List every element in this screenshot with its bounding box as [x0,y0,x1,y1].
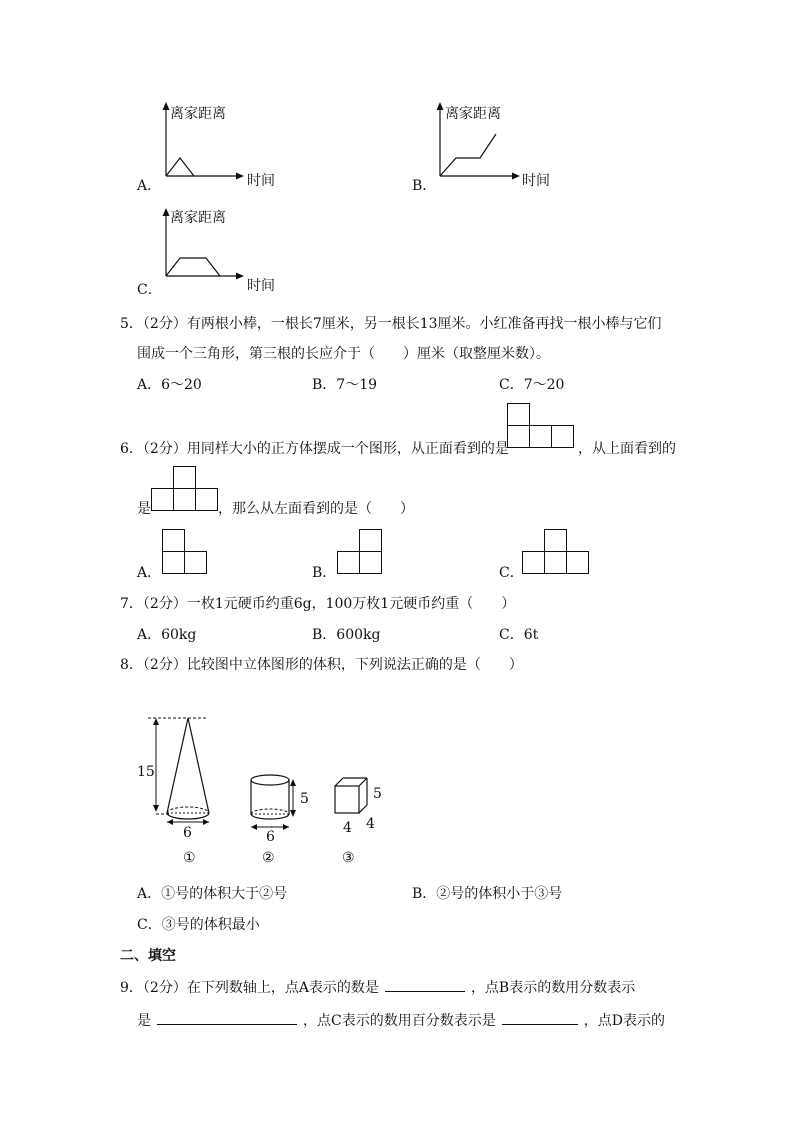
q6-option-c-figure [522,529,592,577]
graph-c-ylabel: 离家距离 [170,210,226,226]
cylinder-height-label: 5 [300,791,309,807]
cone-base-label: 6 [183,825,192,841]
q9-line1a: 9．（2分）在下列数轴上，点A表示的数是 [120,980,379,996]
q7-text: 7．（2分）一枚1元硬币约重6g，100万枚1元硬币约重（ ） [120,596,516,612]
graph-option-a[interactable]: A． [137,178,162,194]
q5-option-a[interactable]: A．6～20 [137,377,202,393]
cylinder-number: ② [262,850,275,866]
q5-line1: 5．（2分）有两根小棒，一根长7厘米，另一根长13厘米。小红准备再找一根小棒与它们 [120,316,662,332]
cube-height-label: 5 [373,786,382,802]
graph-a-ylabel: 离家距离 [170,106,226,122]
q8-option-a[interactable]: A．①号的体积大于②号 [137,886,288,902]
q9-line2 [137,1010,665,1030]
q6-option-b[interactable]: B． [312,565,337,581]
q6-option-c[interactable]: C． [499,565,524,581]
q6-front-view [507,403,577,451]
q7-option-b[interactable]: B．600kg [312,627,381,643]
q9-line1b: ，点B表示的数用分数表示 [470,980,636,996]
q5-option-b[interactable]: B．7～19 [312,377,378,393]
q6-line2b: ，那么从左面看到的是（ ） [218,501,414,517]
graph-option-b[interactable]: B． [412,178,437,194]
q6-line1b: ，从上面看到的 [578,441,676,457]
cone-number: ① [183,850,196,866]
q5-line2: 围成一个三角形，第三根的长应介于（ ）厘米（取整厘米数）。 [137,346,550,362]
graph-c-xlabel: 时间 [247,278,275,294]
q9-blank-c[interactable] [502,1010,578,1025]
q7-option-a[interactable]: A．60kg [137,627,197,643]
q6-line2a: 是 [137,501,151,517]
q8-text: 8．（2分）比较图中立体图形的体积，下列说法正确的是（ ） [120,657,523,673]
q9-line2a: 是 [137,1013,151,1029]
q6-option-a[interactable]: A． [137,565,162,581]
cube-number: ③ [342,850,355,866]
cylinder-base-label: 6 [266,829,275,845]
q9-line2c: ，点D表示的 [583,1013,665,1029]
graph-a-xlabel: 时间 [247,173,275,189]
graph-b-xlabel: 时间 [522,173,550,189]
q9-line2b: ，点C表示的数用百分数表示是 [303,1013,496,1029]
cube-depth-label: 4 [366,816,375,832]
q8-option-b[interactable]: B．②号的体积小于③号 [412,886,563,902]
q7-option-c[interactable]: C．6t [499,627,539,643]
q6-option-b-figure [337,529,387,577]
q6-option-a-figure [162,529,212,577]
section-title: 二、填空 [120,948,176,964]
graph-b-ylabel: 离家距离 [445,106,501,122]
q8-option-c[interactable]: C．③号的体积最小 [137,917,260,933]
q5-option-c[interactable]: C．7～20 [499,377,565,393]
q6-line1a: 6．（2分）用同样大小的正方体摆成一个图形，从正面看到的是 [120,441,509,457]
graph-option-c[interactable]: C． [137,282,162,298]
cube-width-label: 4 [343,820,352,836]
q9-blank-a[interactable] [385,977,465,992]
q9-line1 [120,977,635,997]
cone-height-label: 15 [137,764,155,780]
q9-blank-b[interactable] [157,1010,297,1025]
q6-top-view [151,466,221,514]
q8-figure [130,710,400,870]
